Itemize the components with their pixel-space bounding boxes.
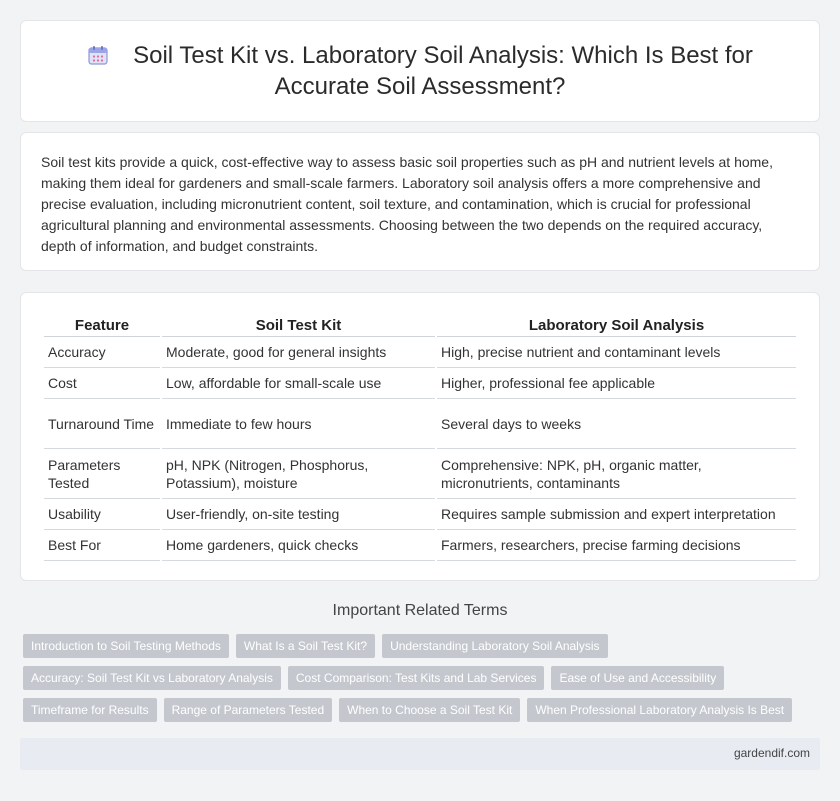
related-tag[interactable]: Range of Parameters Tested [164,698,333,722]
table-row [44,337,796,368]
kit-cell: pH, NPK (Nitrogen, Phosphorus, Potassium), moisture [162,449,435,499]
lab-cell: Several days to weeks [437,399,796,449]
intro-card [20,132,820,271]
related-tag[interactable]: Ease of Use and Accessibility [551,666,724,690]
related-terms-title: Important Related Terms [332,602,508,619]
kit-cell: Home gardeners, quick checks [162,530,435,561]
related-tag[interactable]: Accuracy: Soil Test Kit vs Laboratory Analysis [23,666,281,690]
related-tags-row-2 [23,666,724,690]
related-tag[interactable]: Understanding Laboratory Soil Analysis [382,634,607,658]
lab-cell: Requires sample submission and expert interpretation [437,499,796,530]
page-title [61,40,779,102]
kit-cell: User-friendly, on-site testing [162,499,435,530]
footer [20,738,820,770]
feature-cell: Best For [44,530,160,561]
title-row [21,21,819,121]
lab-cell: Comprehensive: NPK, pH, organic matter, micronutrients, contaminants [437,449,796,499]
feature-cell: Parameters Tested [44,449,160,499]
lab-cell: High, precise nutrient and contaminant levels [437,337,796,368]
feature-cell: Turnaround Time [44,399,160,449]
kit-cell: Low, affordable for small-scale use [162,368,435,399]
header-laboratory-analysis: Laboratory Soil Analysis [437,313,796,337]
related-tag[interactable]: Introduction to Soil Testing Methods [23,634,229,658]
kit-cell: Immediate to few hours [162,399,435,449]
kit-cell: Moderate, good for general insights [162,337,435,368]
header-soil-test-kit: Soil Test Kit [162,313,435,337]
table-row [44,530,796,561]
related-tags-row-1 [23,634,608,658]
feature-cell: Usability [44,499,160,530]
calendar-icon [87,44,109,66]
related-tag[interactable]: When Professional Laboratory Analysis Is Best [527,698,792,722]
related-tag[interactable]: Timeframe for Results [23,698,157,722]
intro-paragraph: Soil test kits provide a quick, cost-effective way to assess basic soil properties such as pH and nutrient levels at home, making them ideal for gardeners and small-scale farmers. Laboratory soil analysis offers a more comprehensive and precise evaluation, including micronutrient content, soil texture, and contamination, which is crucial for professional agricultural planning and environmental assessments. Choosing between the two depends on the required accuracy, depth of information, and budget constraints. [41,154,773,254]
page-title-text: Soil Test Kit vs. Laboratory Soil Analysis: Which Is Best for Accurate Soil Assessment? [133,42,753,100]
table-row [44,399,796,449]
lab-cell: Higher, professional fee applicable [437,368,796,399]
table-header-row [44,313,796,337]
table-row [44,449,796,499]
footer-site-link[interactable]: gardendif.com [733,746,810,760]
feature-cell: Cost [44,368,160,399]
related-tags-row-3 [23,698,792,722]
comparison-table-card [20,292,820,581]
related-tag[interactable]: Cost Comparison: Test Kits and Lab Services [288,666,545,690]
table-row [44,368,796,399]
header-feature: Feature [44,313,160,337]
title-card [20,20,820,122]
comparison-table [42,313,798,561]
related-tag[interactable]: When to Choose a Soil Test Kit [339,698,520,722]
related-tag[interactable]: What Is a Soil Test Kit? [236,634,375,658]
feature-cell: Accuracy [44,337,160,368]
lab-cell: Farmers, researchers, precise farming decisions [437,530,796,561]
table-row [44,499,796,530]
